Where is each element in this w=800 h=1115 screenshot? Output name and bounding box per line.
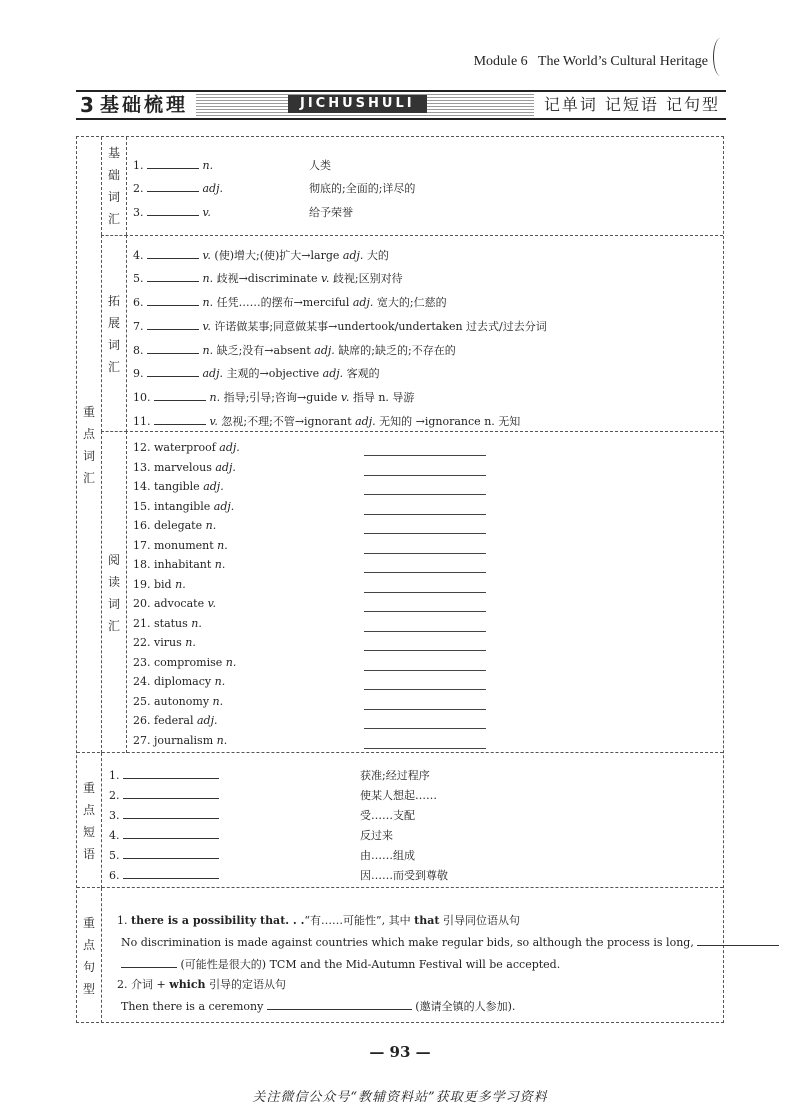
answer-blank[interactable] bbox=[364, 552, 486, 554]
answer-blank[interactable] bbox=[154, 413, 206, 425]
list-item: 4. bbox=[109, 827, 219, 842]
vocab-label: 重 点 词 汇 bbox=[82, 404, 95, 485]
list-item: 16. delegate n. bbox=[133, 519, 217, 532]
answer-blank[interactable] bbox=[364, 727, 486, 729]
list-item: 4. v. (使)增大;(使)扩大→large adj. 大的 bbox=[133, 249, 389, 262]
phrase-meaning: 使某人想起…… bbox=[360, 789, 437, 802]
list-item: 2. adj. bbox=[133, 182, 224, 195]
answer-blank[interactable] bbox=[123, 787, 219, 799]
sentence-pattern-1-title: 1. there is a possibility that. . .“有……可能性”, 其中 that 引导同位语从句 bbox=[117, 914, 520, 927]
list-item: 14. tangible adj. bbox=[133, 480, 224, 493]
module-title: The World’s Cultural Heritage bbox=[537, 54, 708, 69]
phrases-label: 重 点 短 语 bbox=[82, 780, 95, 861]
section-banner bbox=[76, 90, 726, 120]
answer-blank[interactable] bbox=[123, 867, 219, 879]
divider bbox=[125, 235, 723, 236]
sentences-label: 重 点 句 型 bbox=[82, 915, 95, 996]
list-item: 1. bbox=[109, 767, 219, 782]
answer-blank[interactable] bbox=[364, 747, 486, 749]
answer-blank[interactable] bbox=[364, 571, 486, 573]
list-item: 9. adj. 主观的→objective adj. 客观的 bbox=[133, 367, 380, 380]
answer-blank[interactable] bbox=[123, 767, 219, 779]
list-item: 8. n. 缺乏;没有→absent adj. 缺席的;缺乏的;不存在的 bbox=[133, 344, 456, 357]
banner-subtitle: 记单词 记短语 记句型 bbox=[534, 92, 726, 118]
answer-blank[interactable] bbox=[147, 204, 199, 216]
list-item: 13. marvelous adj. bbox=[133, 460, 236, 474]
answer-blank[interactable] bbox=[154, 389, 206, 401]
list-item: 3. bbox=[109, 807, 219, 822]
answer-blank[interactable] bbox=[123, 827, 219, 839]
vocab-section bbox=[77, 137, 723, 752]
worksheet-table bbox=[76, 136, 724, 1023]
phrase-meaning: 因……而受到尊敬 bbox=[360, 869, 448, 882]
answer-blank[interactable] bbox=[364, 493, 486, 495]
meaning: 人类 bbox=[309, 159, 331, 172]
answer-blank[interactable] bbox=[123, 807, 219, 819]
answer-blank[interactable] bbox=[697, 934, 779, 946]
answer-blank[interactable] bbox=[147, 318, 199, 330]
list-item: 5. bbox=[109, 847, 219, 862]
list-item: 3. v. bbox=[133, 206, 211, 219]
list-item: 15. intangible adj. bbox=[133, 499, 235, 513]
extended-vocab-label-col: 拓 展 词 汇 bbox=[101, 235, 127, 432]
answer-blank[interactable] bbox=[364, 688, 486, 690]
meaning: 彻底的;全面的;详尽的 bbox=[309, 182, 416, 195]
answer-blank[interactable] bbox=[364, 610, 486, 612]
list-item: 25. autonomy n. bbox=[133, 694, 224, 708]
sentence-pattern-2-title: 2. 介词 + which 引导的定语从句 bbox=[117, 978, 287, 991]
answer-blank[interactable] bbox=[147, 365, 199, 377]
phrase-meaning: 由……组成 bbox=[360, 849, 415, 862]
answer-blank[interactable] bbox=[364, 669, 486, 671]
banner-title: 基础梳理 bbox=[98, 92, 196, 118]
list-item: 10. n. 指导;引导;咨询→guide v. 指导 n. 导游 bbox=[133, 391, 415, 404]
answer-blank[interactable] bbox=[147, 270, 199, 282]
answer-blank[interactable] bbox=[121, 956, 177, 968]
list-item: 21. status n. bbox=[133, 616, 202, 630]
list-item: 5. n. 歧视→discriminate v. 歧视;区别对待 bbox=[133, 272, 403, 285]
list-item: 7. v. 许诺做某事;同意做某事→undertook/undertaken 过去式/过去分词 bbox=[133, 320, 547, 333]
header-bracket-decoration bbox=[713, 38, 728, 76]
list-item: 24. diplomacy n. bbox=[133, 675, 226, 688]
list-item: 2. bbox=[109, 787, 219, 802]
list-item: 19. bid n. bbox=[133, 577, 186, 591]
answer-blank[interactable] bbox=[147, 157, 199, 169]
answer-blank[interactable] bbox=[364, 708, 486, 710]
reading-vocab-label-col: 阅 读 词 汇 bbox=[101, 431, 127, 753]
banner-number: 3 bbox=[76, 92, 98, 118]
list-item: 6. bbox=[109, 867, 219, 882]
list-item: 11. v. 忽视;不理;不管→ignorant adj. 无知的 →ignorance n. 无知 bbox=[133, 415, 521, 428]
answer-blank[interactable] bbox=[364, 454, 486, 456]
answer-blank[interactable] bbox=[364, 532, 486, 534]
answer-blank[interactable] bbox=[364, 630, 486, 632]
divider bbox=[125, 431, 723, 432]
sentence-pattern-1-line2: (可能性是很大的) TCM and the Mid-Autumn Festival will be accepted. bbox=[121, 956, 560, 972]
answer-blank[interactable] bbox=[123, 847, 219, 859]
basic-vocab-label-col: 基 础 词 汇 bbox=[101, 137, 127, 235]
list-item: 27. journalism n. bbox=[133, 733, 228, 747]
sentence-pattern-2-line: Then there is a ceremony (邀请全镇的人参加). bbox=[121, 1000, 516, 1013]
footer-note: 关注微信公众号“教辅资料站”获取更多学习资料 bbox=[252, 1090, 548, 1105]
answer-blank[interactable] bbox=[267, 998, 412, 1010]
list-item: 6. n. 任凭……的摆布→merciful adj. 宽大的;仁慈的 bbox=[133, 296, 447, 309]
answer-blank[interactable] bbox=[364, 591, 486, 593]
list-item: 12. waterproof adj. bbox=[133, 441, 240, 454]
list-item: 22. virus n. bbox=[133, 636, 196, 649]
answer-blank[interactable] bbox=[364, 513, 486, 515]
phrase-meaning: 获准;经过程序 bbox=[360, 769, 430, 782]
sentences-section bbox=[77, 887, 723, 1023]
phrase-meaning: 受……支配 bbox=[360, 809, 415, 822]
sentence-pattern-1-line1: No discrimination is made against countries which make regular bids, so although the process is long, bbox=[121, 934, 779, 949]
list-item: 26. federal adj. bbox=[133, 714, 218, 727]
answer-blank[interactable] bbox=[147, 342, 199, 354]
list-item: 23. compromise n. bbox=[133, 655, 237, 669]
list-item: 1. n. bbox=[133, 159, 214, 172]
banner-pinyin: JICHUSHULI bbox=[288, 95, 427, 113]
meaning: 给予荣誉 bbox=[309, 206, 353, 219]
page-number: — 93 — bbox=[369, 1043, 431, 1061]
phrases-section bbox=[77, 752, 723, 888]
list-item: 17. monument n. bbox=[133, 538, 228, 552]
list-item: 18. inhabitant n. bbox=[133, 558, 226, 571]
module-label: Module 6 bbox=[473, 54, 528, 69]
answer-blank[interactable] bbox=[364, 649, 486, 651]
answer-blank[interactable] bbox=[364, 474, 486, 476]
answer-blank[interactable] bbox=[147, 180, 199, 192]
list-item: 20. advocate v. bbox=[133, 597, 216, 610]
phrase-meaning: 反过来 bbox=[360, 829, 393, 842]
answer-blank[interactable] bbox=[147, 247, 199, 259]
running-header bbox=[474, 54, 708, 70]
answer-blank[interactable] bbox=[147, 294, 199, 306]
